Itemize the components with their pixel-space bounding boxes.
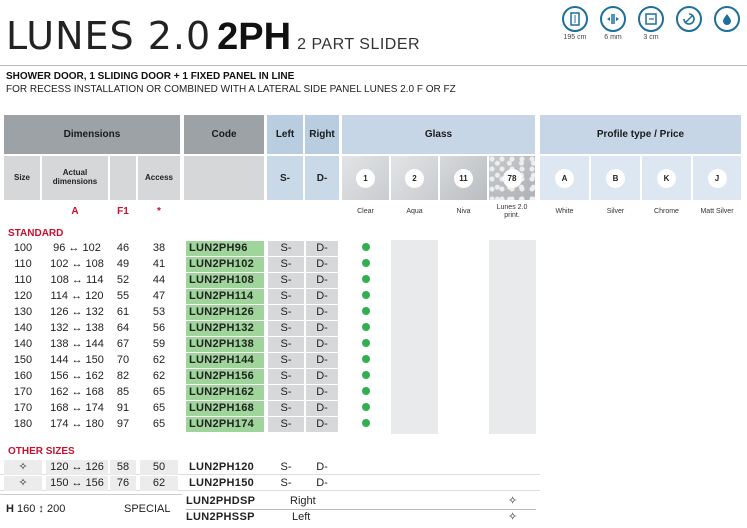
adjustment-icon: 3 cm	[638, 6, 664, 41]
water-drop-icon	[714, 6, 740, 41]
row-code: LUN2PH168	[186, 401, 264, 416]
row-f1: 64	[116, 322, 130, 334]
feature-icons	[562, 6, 740, 41]
glass-thickness-icon: 6 mm	[600, 6, 626, 41]
row-size: 110	[14, 274, 32, 286]
row-left: S-	[268, 305, 304, 320]
row-code: LUN2PH126	[186, 305, 264, 320]
glass-thumb-clear: 1	[342, 156, 389, 200]
header-f1-blank	[110, 156, 136, 200]
row-access: 44	[152, 274, 166, 286]
row-size: ✧	[4, 460, 42, 475]
page-title	[6, 14, 420, 59]
row-code: LUN2PH132	[186, 321, 264, 336]
row-f1: 97	[116, 418, 130, 430]
special-side-left: Left	[292, 511, 311, 523]
row-f1: 61	[116, 306, 130, 318]
row-access: 47	[152, 290, 166, 302]
row-left: S-	[268, 257, 304, 272]
row-right: D-	[306, 321, 338, 336]
row-access: 38	[152, 242, 166, 254]
row-left: S-	[268, 353, 304, 368]
profile-white: A	[540, 156, 589, 200]
row-dimensions: 162 ↔ 168	[50, 386, 104, 398]
availability-dot	[362, 337, 372, 352]
row-left: S-	[268, 241, 304, 256]
row-dimensions: 108 ↔ 114	[50, 274, 104, 286]
row-code: LUN2PH138	[186, 337, 264, 352]
header-access: Access	[138, 156, 180, 200]
availability-dot	[362, 305, 372, 320]
row-left: S-	[280, 461, 292, 473]
row-right: D-	[316, 461, 328, 473]
row-right: D-	[306, 289, 338, 304]
row-right: D-	[306, 273, 338, 288]
table-row	[0, 257, 540, 272]
table-row	[0, 289, 540, 304]
row-access: 62	[140, 476, 178, 491]
row-right: D-	[306, 401, 338, 416]
availability-dot	[362, 401, 372, 416]
availability-dot	[362, 273, 372, 288]
section-other-sizes: OTHER SIZES	[8, 446, 75, 457]
availability-dot	[362, 241, 372, 256]
profile-caption-chrome: Chrome	[654, 208, 679, 215]
row-right: D-	[316, 477, 328, 489]
glass-caption-clear: Clear	[357, 208, 374, 215]
special-label: SPECIAL	[124, 503, 171, 515]
row-size: 140	[13, 338, 33, 350]
title-subtitle: 2 PART SLIDER	[297, 36, 421, 53]
header-code: Code	[184, 115, 264, 154]
row-left: S-	[268, 289, 304, 304]
table-row	[0, 353, 540, 368]
header-left: Left	[267, 115, 303, 154]
row-code: LUN2PH150	[189, 477, 255, 489]
table-row	[0, 401, 540, 416]
header-profile: Profile type / Price	[540, 115, 741, 154]
row-access: 59	[152, 338, 166, 350]
row-dimensions: 144 ↔ 150	[50, 354, 104, 366]
row-dimensions: 126 ↔ 132	[50, 306, 104, 318]
row-code: LUN2PH96	[186, 241, 264, 256]
easy-clean-icon	[676, 6, 702, 41]
table-row	[0, 241, 540, 256]
row-size: 170	[13, 386, 33, 398]
glass-caption-print: Lunes 2.0 print.	[496, 204, 528, 219]
row-right: D-	[306, 305, 338, 320]
row-left: S-	[268, 369, 304, 384]
row-size: 110	[14, 258, 32, 270]
row-access: 62	[152, 354, 166, 366]
availability-dot	[362, 385, 372, 400]
row-f1: 85	[116, 386, 130, 398]
profile-caption-matt-silver: Matt Silver	[700, 208, 734, 215]
row-dimensions: 138 ↔ 144	[50, 338, 104, 350]
row-dimensions: 150 ↔ 156	[46, 476, 108, 491]
table-row	[0, 385, 540, 400]
table-row	[0, 476, 540, 491]
row-f1: 58	[110, 460, 136, 475]
row-size: 140	[13, 322, 33, 334]
special-code-left: LUN2PHSSP	[186, 511, 255, 523]
row-left: S-	[268, 337, 304, 352]
row-right: D-	[306, 353, 338, 368]
row-dimensions: 96 ↔ 102	[53, 242, 101, 254]
row-right: D-	[306, 385, 338, 400]
row-size: 180	[13, 418, 33, 430]
row-code: LUN2PH108	[186, 273, 264, 288]
row-code: LUN2PH162	[186, 385, 264, 400]
title-divider	[0, 65, 747, 66]
availability-dot	[362, 321, 372, 336]
section-standard: STANDARD	[8, 228, 64, 239]
header-dimensions: Dimensions	[4, 115, 180, 154]
row-right: D-	[306, 241, 338, 256]
header-left-prefix: S-	[267, 156, 303, 200]
header-code-blank	[184, 156, 264, 200]
profile-silver: B	[591, 156, 640, 200]
row-code: LUN2PH174	[186, 417, 264, 432]
profile-caption-white: White	[555, 208, 574, 215]
row-size: 170	[13, 402, 33, 414]
row-size: 120	[13, 290, 33, 302]
row-access: 56	[152, 322, 166, 334]
row-left: S-	[268, 401, 304, 416]
table-row	[0, 460, 540, 475]
availability-dot	[362, 257, 372, 272]
row-size: ✧	[4, 476, 42, 491]
table-row	[0, 369, 540, 384]
row-dimensions: 168 ↔ 174	[50, 402, 104, 414]
profile-caption-silver: Silver	[606, 208, 625, 215]
table-row	[0, 273, 540, 288]
row-dimensions: 120 ↔ 126	[46, 460, 108, 475]
row-left: S-	[268, 417, 304, 432]
row-f1: 76	[110, 476, 136, 491]
title-model: 2PH	[217, 16, 292, 58]
row-code: LUN2PH114	[186, 289, 264, 304]
row-access: 65	[152, 402, 166, 414]
special-mark-left: ✧	[508, 511, 518, 523]
row-right: D-	[306, 257, 338, 272]
title-main: LUNES 2.0	[6, 14, 212, 58]
row-f1: 91	[116, 402, 130, 414]
table-row	[0, 337, 540, 352]
row-size: 160	[13, 370, 33, 382]
product-installation-note: FOR RECESS INSTALLATION OR COMBINED WITH A LATERAL SIDE PANEL LUNES 2.0 F OR FZ	[6, 84, 456, 95]
row-dimensions: 132 ↔ 138	[50, 322, 104, 334]
row-dimensions: 174 ↔ 180	[50, 418, 104, 430]
row-dimensions: 114 ↔ 120	[50, 290, 104, 302]
row-size: 150	[13, 354, 33, 366]
availability-dot	[362, 369, 372, 384]
row-f1: 55	[116, 290, 130, 302]
row-access: 50	[140, 460, 178, 475]
special-code-right: LUN2PHDSP	[186, 495, 256, 507]
row-access: 53	[152, 306, 166, 318]
row-left: S-	[280, 477, 292, 489]
row-f1: 67	[116, 338, 130, 350]
row-access: 65	[152, 418, 166, 430]
row-code: LUN2PH102	[186, 257, 264, 272]
glass-caption-aqua: Aqua	[406, 208, 423, 215]
row-code: LUN2PH144	[186, 353, 264, 368]
table-row	[0, 321, 540, 336]
glass-caption-niva: Niva	[456, 208, 471, 215]
row-access: 62	[152, 370, 166, 382]
col-label-star: *	[157, 206, 161, 217]
availability-dot	[362, 289, 372, 304]
table-row	[0, 305, 540, 320]
availability-dot	[362, 353, 372, 368]
row-code: LUN2PH120	[189, 461, 255, 473]
row-f1: 70	[116, 354, 130, 366]
special-mark-right: ✧	[508, 495, 518, 507]
row-left: S-	[268, 273, 304, 288]
row-dimensions: 156 ↔ 162	[50, 370, 104, 382]
row-code: LUN2PH156	[186, 369, 264, 384]
row-size: 100	[13, 242, 33, 254]
row-size: 130	[13, 306, 33, 318]
header-size: Size	[4, 156, 40, 200]
row-right: D-	[306, 417, 338, 432]
glass-thumb-niva: 11	[440, 156, 487, 200]
profile-matt-silver: J	[693, 156, 741, 200]
col-label-a: A	[71, 206, 79, 217]
special-block	[0, 494, 540, 526]
row-f1: 46	[116, 242, 130, 254]
col-label-f1: F1	[117, 206, 129, 217]
header-glass: Glass	[342, 115, 535, 154]
availability-dot	[362, 417, 372, 432]
row-f1: 82	[116, 370, 130, 382]
row-dimensions: 102 ↔ 108	[50, 258, 104, 270]
product-description: SHOWER DOOR, 1 SLIDING DOOR + 1 FIXED PANEL IN LINE	[6, 71, 295, 82]
row-right: D-	[306, 369, 338, 384]
glass-thumb-print: 78	[489, 156, 535, 200]
header-right: Right	[305, 115, 339, 154]
table-row	[0, 417, 540, 432]
row-access: 41	[152, 258, 166, 270]
header-actual-dimensions: Actual dimensions	[42, 156, 108, 200]
row-left: S-	[268, 385, 304, 400]
row-f1: 52	[116, 274, 130, 286]
row-f1: 49	[116, 258, 130, 270]
height-icon: 195 cm	[562, 6, 588, 41]
header-right-prefix: D-	[305, 156, 339, 200]
row-right: D-	[306, 337, 338, 352]
special-side-right: Right	[290, 495, 316, 507]
row-left: S-	[268, 321, 304, 336]
special-height: H 160 ↕ 200	[6, 503, 66, 515]
profile-chrome: K	[642, 156, 691, 200]
glass-thumb-aqua: 2	[391, 156, 438, 200]
row-access: 65	[152, 386, 166, 398]
